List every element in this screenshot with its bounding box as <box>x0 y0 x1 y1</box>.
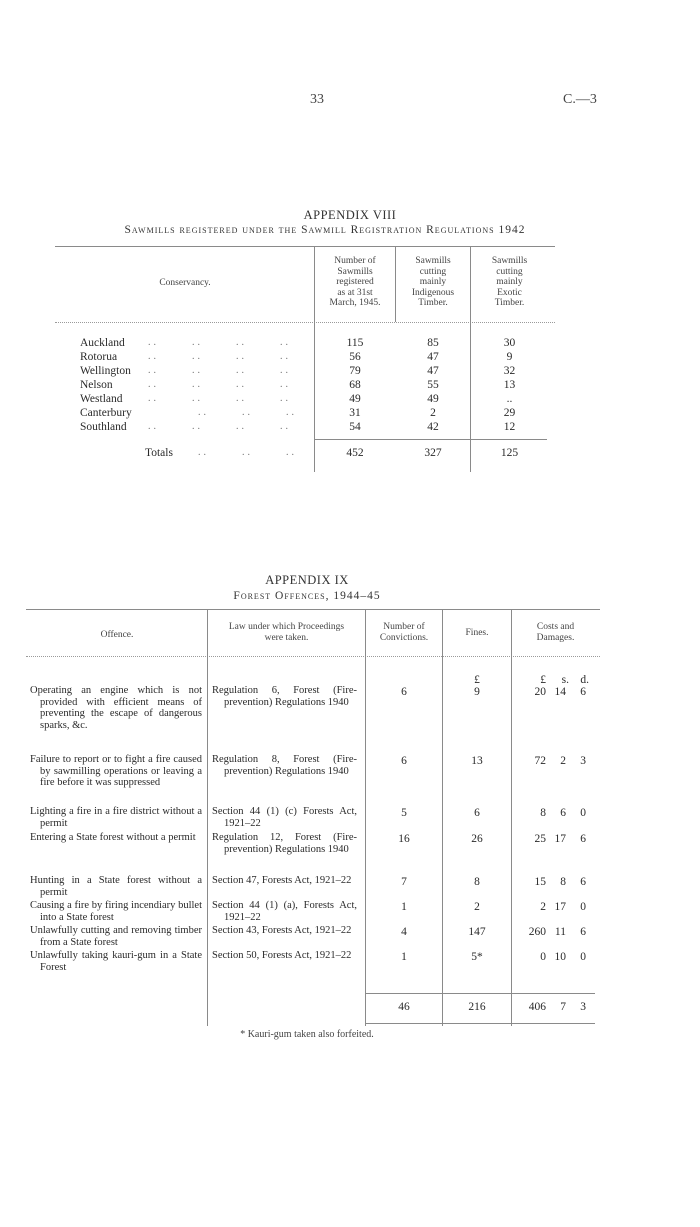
costs-amount: 25 17 6 <box>534 833 586 845</box>
leader-dots: .. .. .. <box>198 447 297 458</box>
indigenous-count: 49 <box>427 393 439 405</box>
appendix-ix-title: APPENDIX IX <box>265 573 349 587</box>
offence-description: Unlawfully cutting and removing timber from a State forest <box>30 925 202 948</box>
bottom-rule <box>365 1023 595 1024</box>
conservancy-name: Canterbury <box>80 407 132 419</box>
table-top-rule <box>55 246 555 247</box>
total-exotic: 125 <box>500 447 519 459</box>
fines-unit: £ <box>474 674 480 686</box>
fines-amount: 26 <box>471 833 483 845</box>
costs-amount: 8 6 0 <box>540 807 586 819</box>
totals-rule <box>314 439 547 440</box>
conservancy-name: Southland <box>80 421 127 433</box>
costs-amount: 260 11 6 <box>528 926 586 938</box>
registered-count: 56 <box>349 351 361 363</box>
conservancy-name: Rotorua <box>80 351 118 363</box>
offence-description: Unlawfully taking kauri-gum in a State Forest <box>30 950 202 973</box>
header-convictions: Number of Convictions. <box>379 622 429 643</box>
appendix-viii-subtitle: Sawmills registered under the Sawmill Registration Regulations 1942 <box>124 224 526 236</box>
table-top-rule <box>26 609 600 610</box>
exotic-count: 32 <box>503 365 516 377</box>
costs-amount: 72 2 3 <box>534 755 586 767</box>
costs-amount: 15 8 6 <box>534 876 586 888</box>
leader-dots: .. .. .. .. <box>148 421 291 432</box>
offence-description: Entering a State forest without a permit <box>30 832 196 843</box>
indigenous-count: 2 <box>430 407 436 419</box>
convictions-count: 6 <box>401 755 407 767</box>
fines-amount: 5* <box>471 951 483 963</box>
law-reference: Regulation 12, Forest (Fire-prevention) Regulations 1940 <box>212 832 357 855</box>
leader-dots: .. .. .. .. <box>148 351 291 362</box>
convictions-count: 6 <box>401 686 407 698</box>
header-exotic: Sawmills cutting mainly Exotic Timber. <box>491 256 528 308</box>
column-divider <box>511 610 512 1026</box>
costs-units: £ s. d. <box>540 674 589 686</box>
header-registered: Number of Sawmills registered as at 31st March, 1945. <box>329 256 381 308</box>
header-rule <box>55 322 555 323</box>
total-costs: 406 7 3 <box>528 1001 586 1013</box>
total-indigenous: 327 <box>424 447 442 459</box>
law-reference: Regulation 6, Forest (Fire-prevention) Regulations 1940 <box>212 685 357 708</box>
registered-count: 115 <box>346 337 364 349</box>
header-law: Law under which Proceedings were taken. <box>228 622 345 643</box>
fines-amount: 8 <box>474 876 480 888</box>
exotic-count: 9 <box>506 351 513 363</box>
document-reference: C.—3 <box>563 92 597 107</box>
law-reference: Section 44 (1) (c) Forests Act, 1921–22 <box>212 806 357 829</box>
appendix-ix-subtitle: Forest Offences, 1944–45 <box>233 590 381 602</box>
total-convictions: 46 <box>398 1001 410 1013</box>
registered-count: 31 <box>349 407 361 419</box>
indigenous-count: 47 <box>427 351 439 363</box>
indigenous-count: 55 <box>427 379 439 391</box>
offence-description: Failure to report or to fight a fire caused by sawmilling operations or leaving a fire before it was suppressed <box>30 754 202 788</box>
exotic-count: .. <box>506 393 513 405</box>
convictions-count: 1 <box>401 951 407 963</box>
column-divider <box>395 247 396 322</box>
header-costs: Costs and Damages. <box>536 622 575 643</box>
costs-amount: 2 17 0 <box>540 901 586 913</box>
convictions-count: 16 <box>398 833 410 845</box>
law-reference: Regulation 8, Forest (Fire-prevention) Regulations 1940 <box>212 754 357 777</box>
fines-amount: 9 <box>474 686 480 698</box>
total-registered: 452 <box>346 447 364 459</box>
page-number: 33 <box>310 92 324 107</box>
law-reference: Section 44 (1) (a), Forests Act, 1921–22 <box>212 900 357 923</box>
offence-description: Lighting a fire in a fire district without a permit <box>30 806 202 829</box>
leader-dots: .. .. .. .. <box>148 379 291 390</box>
header-conservancy: Conservancy. <box>159 278 211 288</box>
exotic-count: 13 <box>503 379 516 391</box>
convictions-count: 1 <box>401 901 407 913</box>
law-reference: Section 50, Forests Act, 1921–22 <box>212 950 352 961</box>
convictions-count: 5 <box>401 807 407 819</box>
conservancy-name: Westland <box>80 393 123 405</box>
fines-amount: 6 <box>474 807 480 819</box>
totals-rule <box>365 993 595 994</box>
convictions-count: 7 <box>401 876 407 888</box>
exotic-count: 12 <box>503 421 516 433</box>
header-offence: Offence. <box>100 630 134 640</box>
exotic-count: 29 <box>503 407 516 419</box>
total-fines: 216 <box>468 1001 486 1013</box>
conservancy-name: Auckland <box>80 337 125 349</box>
column-divider <box>442 610 443 1026</box>
offence-description: Hunting in a State forest without a permit <box>30 875 202 898</box>
fines-amount: 2 <box>474 901 480 913</box>
footnote: * Kauri-gum taken also forfeited. <box>240 1029 374 1040</box>
indigenous-count: 47 <box>427 365 439 377</box>
indigenous-count: 85 <box>427 337 439 349</box>
convictions-count: 4 <box>401 926 407 938</box>
indigenous-count: 42 <box>427 421 439 433</box>
registered-count: 68 <box>349 379 361 391</box>
registered-count: 49 <box>349 393 361 405</box>
header-fines: Fines. <box>465 628 489 638</box>
law-reference: Section 47, Forests Act, 1921–22 <box>212 875 352 886</box>
leader-dots: .. .. .. .. <box>148 365 291 376</box>
exotic-count: 30 <box>503 337 516 349</box>
appendix-viii-title: APPENDIX VIII <box>303 208 397 222</box>
leader-dots: .. .. .. <box>198 407 297 418</box>
conservancy-name: Wellington <box>80 365 131 377</box>
costs-amount: 20 14 6 <box>534 686 586 698</box>
leader-dots: .. .. .. .. <box>148 393 291 404</box>
header-indigenous: Sawmills cutting mainly Indigenous Timber. <box>411 256 455 308</box>
column-divider <box>207 610 208 1026</box>
column-divider <box>365 610 366 1026</box>
totals-label: Totals <box>145 447 173 459</box>
leader-dots: .. .. .. .. <box>148 337 291 348</box>
header-rule <box>26 656 600 657</box>
conservancy-name: Nelson <box>80 379 113 391</box>
offence-description: Causing a fire by firing incendiary bullet into a State forest <box>30 900 202 923</box>
registered-count: 79 <box>349 365 361 377</box>
law-reference: Section 43, Forests Act, 1921–22 <box>212 925 352 936</box>
offence-description: Operating an engine which is not provided with efficient means of preventing the escape of dangerous sparks, &c. <box>30 685 202 731</box>
fines-amount: 147 <box>468 926 486 938</box>
costs-amount: 0 10 0 <box>540 951 586 963</box>
registered-count: 54 <box>349 421 361 433</box>
fines-amount: 13 <box>471 755 483 767</box>
